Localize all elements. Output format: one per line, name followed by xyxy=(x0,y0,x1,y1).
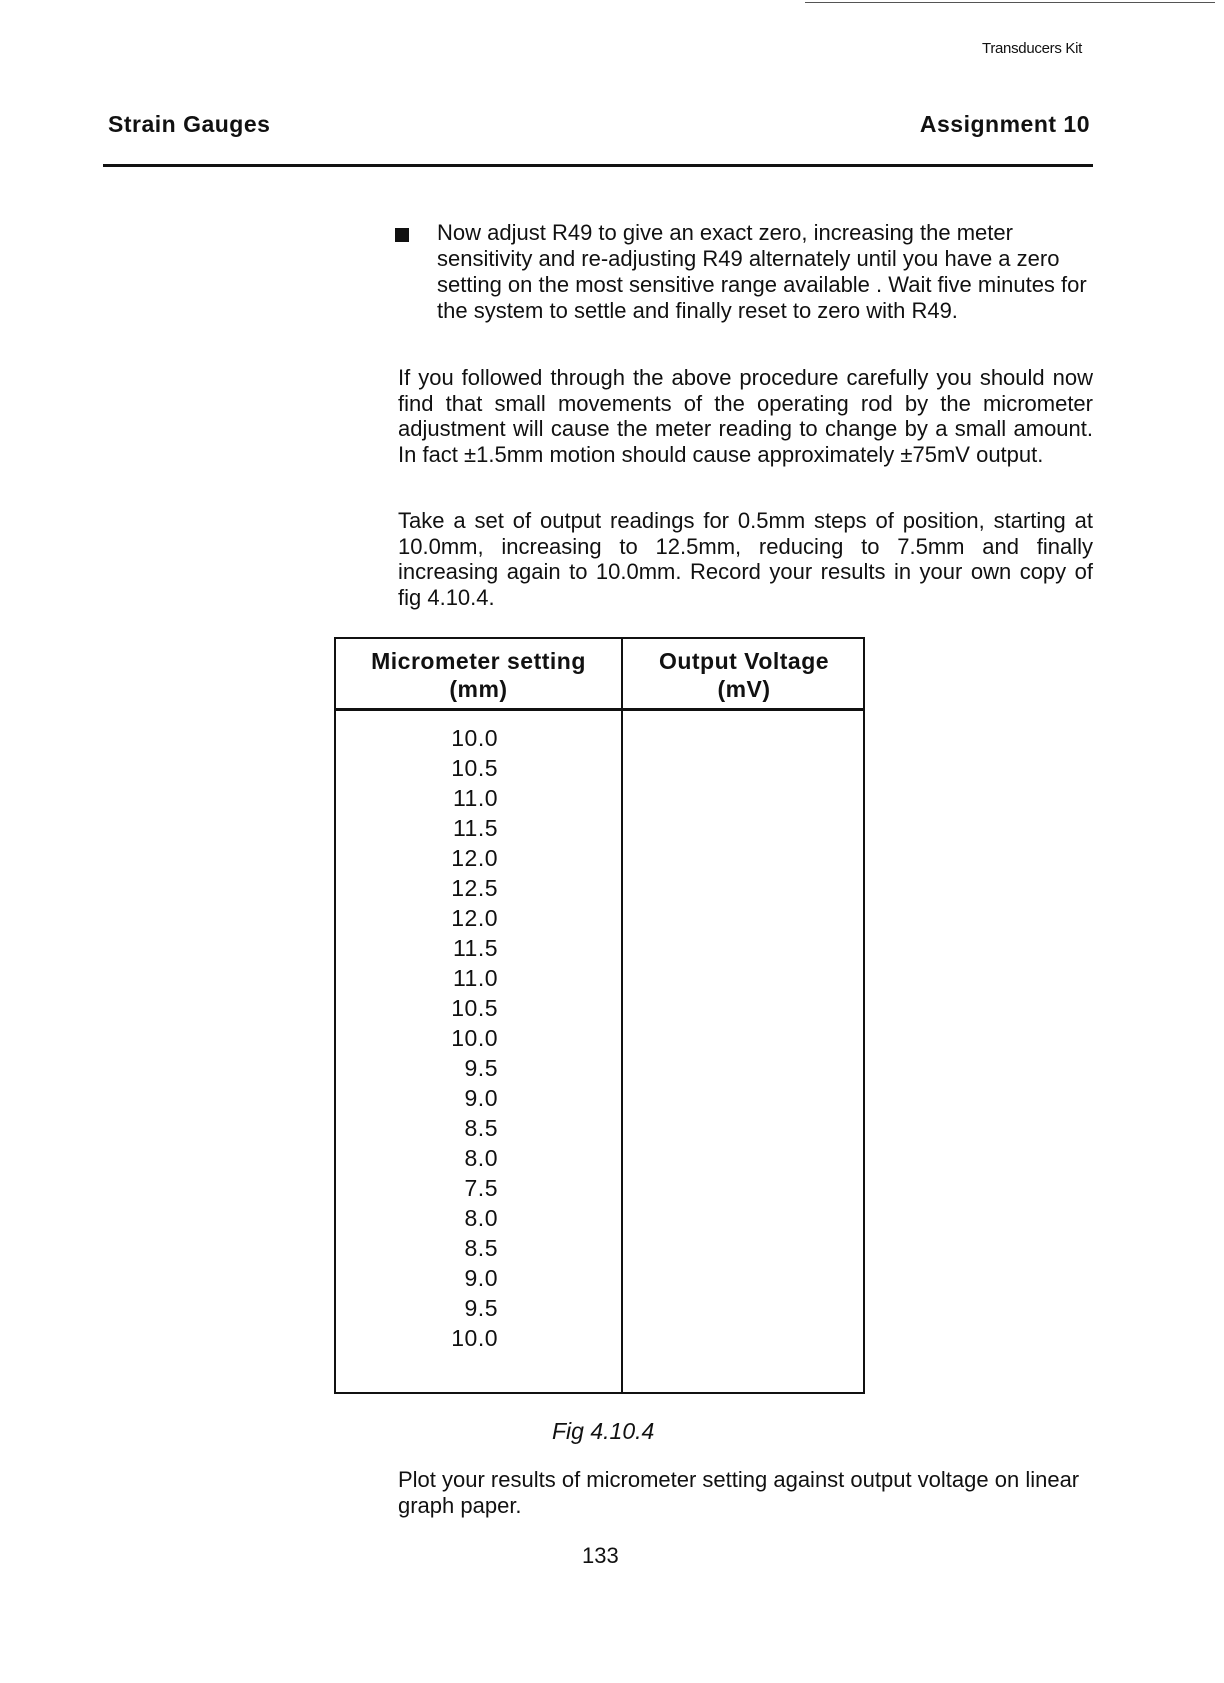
column-header-voltage-title: Output Voltage xyxy=(658,648,830,674)
table-row: 10.5 xyxy=(451,755,498,781)
paragraph-procedure-result: If you followed through the above procedure carefully you should now find that small movements of the operating rod by the micrometer adjustment will cause the meter reading to change by a small amount. In fact ±1.5mm motion should cause approximately ±75mV output. xyxy=(398,365,1093,467)
header-rule xyxy=(103,164,1093,167)
table-row: 9.5 xyxy=(464,1295,498,1321)
table-row: 8.0 xyxy=(464,1145,498,1171)
table-column-divider xyxy=(621,639,623,1392)
figure-caption: Fig 4.10.4 xyxy=(552,1418,655,1444)
table-row: 11.0 xyxy=(452,965,498,991)
table-row: 12.5 xyxy=(451,875,498,901)
table-row: 10.0 xyxy=(451,1025,498,1051)
table-row: 12.0 xyxy=(451,905,498,931)
table-row: 11.5 xyxy=(452,935,498,961)
section-title: Strain Gauges xyxy=(108,111,271,137)
column-header-voltage-unit: (mV) xyxy=(717,676,771,702)
table-row: 8.5 xyxy=(464,1235,498,1261)
table-row: 7.5 xyxy=(464,1175,498,1201)
assignment-title: Assignment 10 xyxy=(919,111,1090,137)
table-row: 10.0 xyxy=(451,1325,498,1351)
paragraph-plot-instructions: Plot your results of micrometer setting against output voltage on linear graph paper. xyxy=(398,1467,1080,1518)
kit-label: Transducers Kit xyxy=(982,40,1082,57)
table-row: 9.5 xyxy=(464,1055,498,1081)
table-header-rule xyxy=(336,708,863,711)
table-row: 9.0 xyxy=(464,1085,498,1111)
square-bullet-icon xyxy=(395,228,409,242)
table-row: 10.5 xyxy=(451,995,498,1021)
table-row: 9.0 xyxy=(464,1265,498,1291)
column-header-voltage xyxy=(623,647,865,703)
column-header-micrometer xyxy=(336,647,621,703)
table-row: 12.0 xyxy=(451,845,498,871)
table-row: 8.0 xyxy=(464,1205,498,1231)
bullet-text: Now adjust R49 to give an exact zero, increasing the meter sensitivity and re-adjusting R49 alternately until you have a zero setting on the most sensitive range available . Wait five minutes for the system to settle and finally reset to zero with R49. xyxy=(437,220,1087,323)
column-header-micrometer-unit: (mm) xyxy=(449,676,508,702)
table-row: 11.0 xyxy=(452,785,498,811)
column-header-micrometer-title: Micrometer setting xyxy=(371,648,586,674)
table-row: 10.0 xyxy=(451,725,498,751)
paragraph-readings-instructions: Take a set of output readings for 0.5mm steps of position, starting at 10.0mm, increasing to 12.5mm, reducing to 7.5mm and finally increasing again to 10.0mm. Record your results in your own copy of fig 4.10.4. xyxy=(398,508,1093,610)
table-row: 11.5 xyxy=(452,815,498,841)
page-number: 133 xyxy=(582,1543,619,1568)
top-edge-rule xyxy=(805,2,1215,3)
table-row: 8.5 xyxy=(464,1115,498,1141)
readings-table xyxy=(334,637,865,1394)
